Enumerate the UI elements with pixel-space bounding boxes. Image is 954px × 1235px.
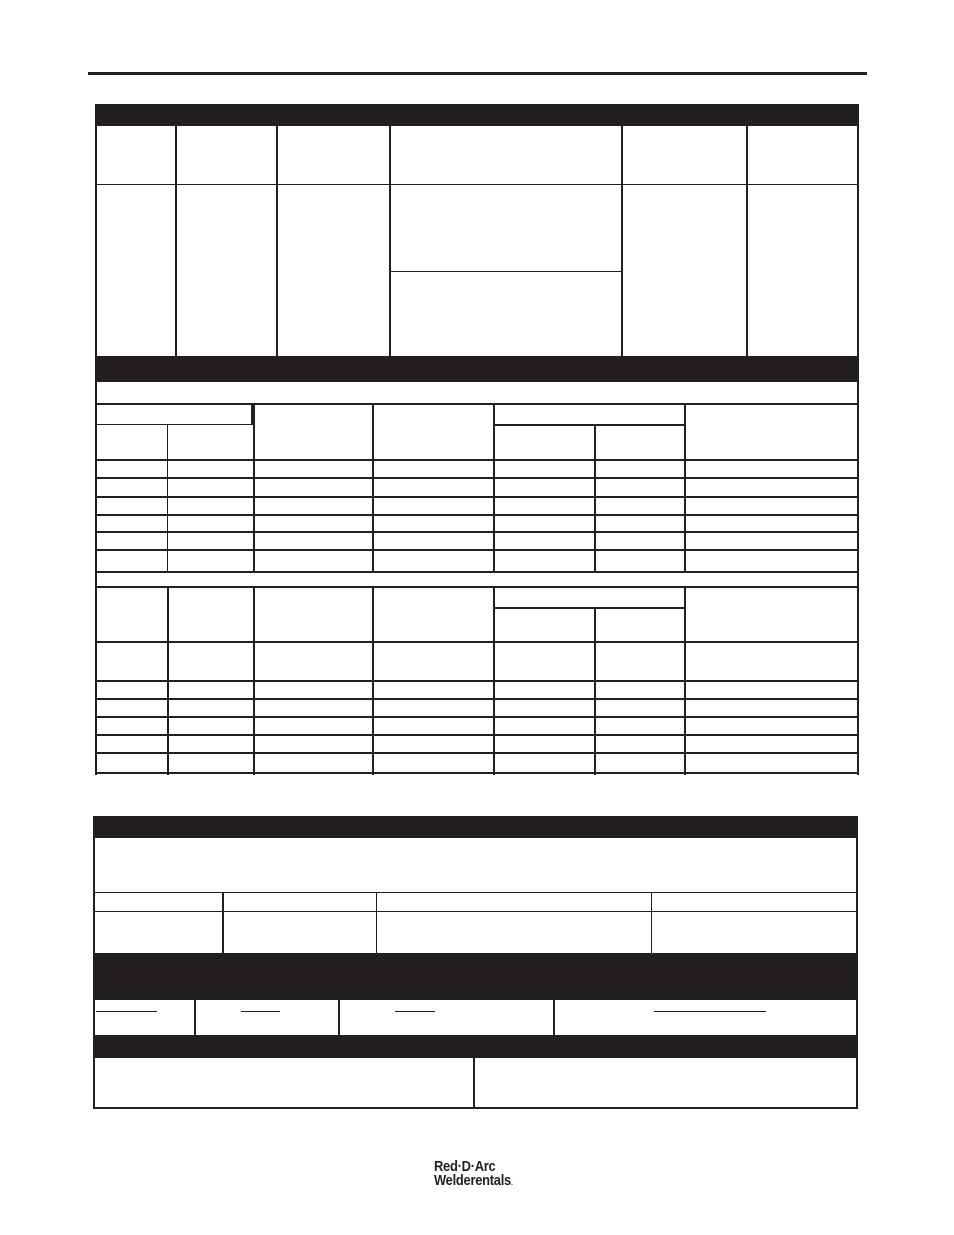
col-divider (175, 126, 177, 358)
col-divider (372, 403, 374, 573)
row-divider (95, 549, 859, 551)
col-divider (338, 1000, 340, 1036)
row-divider (95, 641, 859, 643)
section-bar (93, 953, 858, 1000)
row-divider (95, 571, 859, 573)
row-divider (95, 496, 859, 498)
underline-mark (96, 1011, 157, 1012)
row-divider (95, 403, 859, 405)
brand-logo (434, 1158, 524, 1190)
col-divider (276, 126, 278, 358)
row-divider (95, 698, 859, 700)
cell-divider (390, 271, 622, 272)
group-header-line (493, 607, 686, 609)
col-divider (253, 403, 255, 573)
col-divider (389, 126, 391, 358)
col-divider (746, 126, 748, 358)
row-divider (95, 477, 859, 479)
col-divider (684, 403, 686, 573)
row-divider (95, 459, 859, 461)
underline-mark (654, 1011, 766, 1012)
page-header-rule (88, 72, 867, 75)
group-header-line (493, 424, 686, 426)
col-divider (473, 1058, 475, 1109)
col-divider (621, 126, 623, 358)
table-border-bottom (93, 1107, 858, 1109)
col-divider (194, 1000, 196, 1036)
row-divider (95, 716, 859, 718)
row-divider (95, 514, 859, 516)
row-divider (95, 734, 859, 736)
row-divider (95, 184, 859, 185)
logo-line-2-text: Welderentals (434, 1172, 511, 1189)
col-divider (594, 608, 596, 775)
logo-mark: . (510, 1178, 513, 1187)
section-bar (95, 356, 859, 382)
row-divider (95, 772, 859, 774)
row-divider (95, 752, 859, 754)
row-divider (93, 892, 858, 893)
col-divider (222, 892, 224, 954)
logo-line-1: Red·D·Arc (434, 1158, 496, 1175)
table-header-bar (93, 816, 858, 838)
row-divider (95, 680, 859, 682)
col-divider (493, 403, 495, 425)
section-bar (93, 1035, 858, 1058)
underline-mark (395, 1011, 435, 1012)
table-border-left (95, 104, 97, 775)
underline-mark (241, 1011, 280, 1012)
row-divider (95, 586, 859, 588)
col-divider (376, 892, 377, 954)
table-header-bar (95, 104, 859, 126)
group-header-line (95, 424, 253, 425)
row-divider (95, 531, 859, 533)
col-divider (553, 1000, 555, 1036)
table-border-right (857, 104, 859, 775)
col-divider (651, 892, 652, 954)
row-divider (93, 911, 858, 912)
logo-line-2 (434, 1172, 513, 1189)
